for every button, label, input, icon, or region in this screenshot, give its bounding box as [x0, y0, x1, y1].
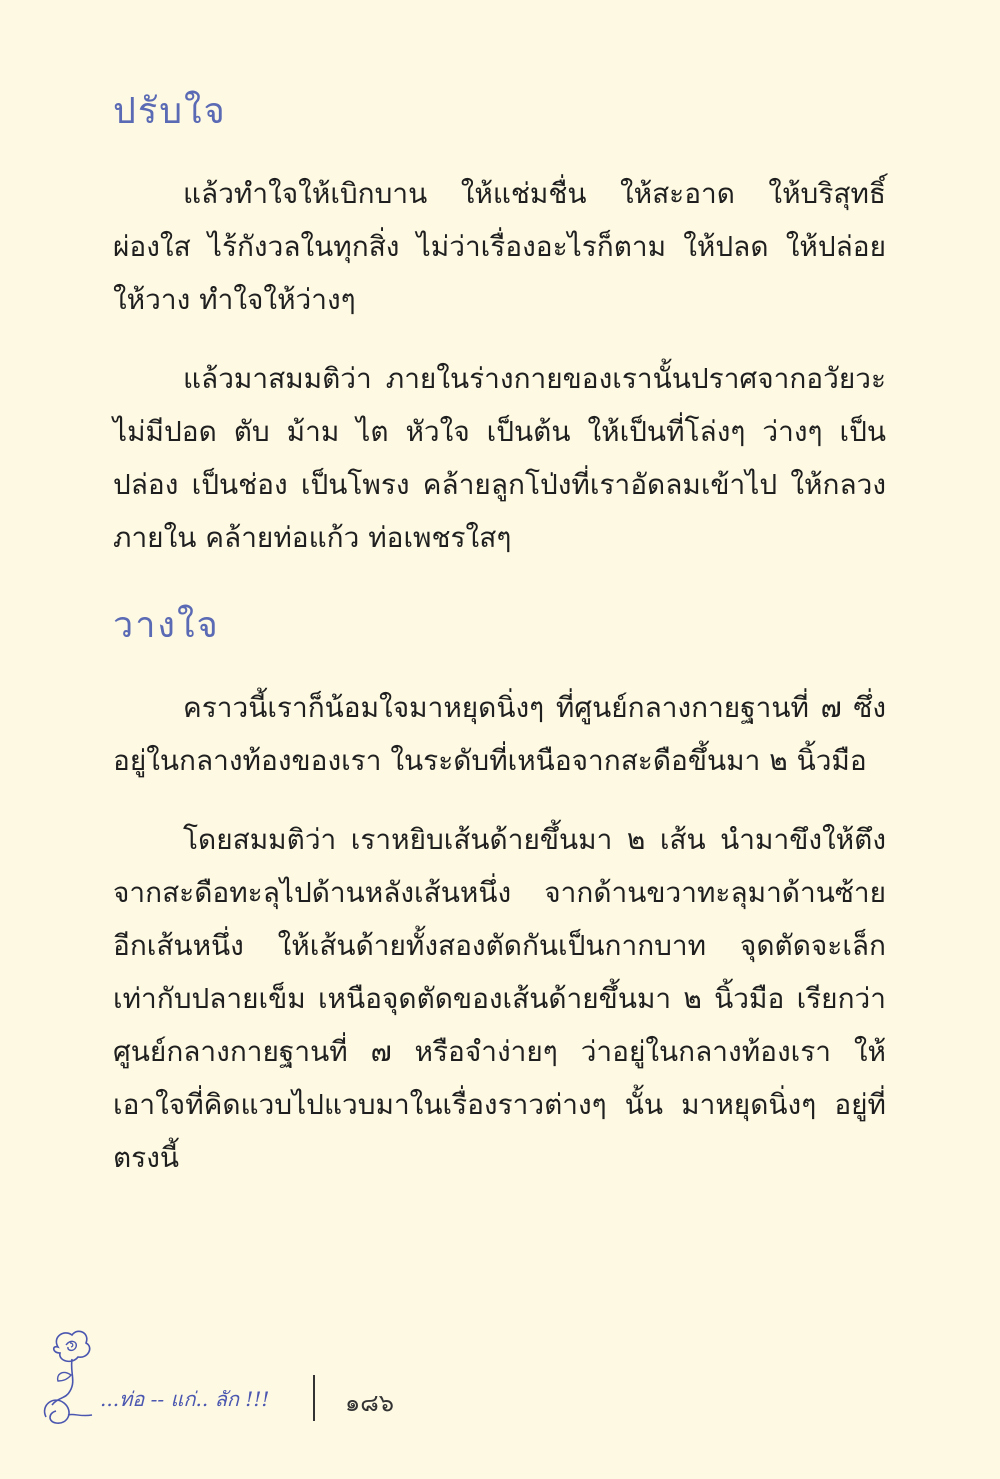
paragraph: แล้วมาสมมติว่า ภายในร่างกายของเรานั้นปราศจากอวัยวะ ไม่มีปอด ตับ ม้าม ไต หัวใจ เป็นต้น ให้เป็นที่โล่งๆ ว่างๆ เป็นปล่อง เป็นช่อง เป็นโพรง คล้ายลูกโป่งที่เราอัดลมเข้าไป ให้กลวงภายใน คล้ายท่อแก้ว ท่อเพชรใสๆ [113, 362, 886, 555]
rose-signature-icon [40, 1325, 290, 1435]
page-footer [40, 1325, 440, 1435]
paragraph: โดยสมมติว่า เราหยิบเส้นด้ายขึ้นมา ๒ เส้น นำมาขึงให้ตึงจากสะดือทะลุไปด้านหลังเส้นหนึ่ง จากด้านขวาทะลุมาด้านซ้ายอีกเส้นหนึ่ง ให้เส้นด้ายทั้งสองตัดกันเป็นกากบาท จุดตัดจะเล็กเท่ากับปลายเข็ม เหนือจุดตัดของเส้นด้ายขึ้นมา ๒ นิ้วมือ เรียกว่าศูนย์กลางกายฐานที่ ๗ หรือจำง่ายๆ ว่าอยู่ในกลางท้องเรา ให้เอาใจที่คิดแวบไปแวบมาในเรื่องราวต่างๆ นั้น มาหยุดนิ่งๆ อยู่ที่ตรงนี้ [113, 823, 886, 1175]
signature-text: ...ท่อ -- แก่.. ลัก !!! [100, 1387, 270, 1411]
section-heading-place-mind: วางใจ [113, 605, 220, 647]
paragraph: คราวนี้เราก็น้อมใจมาหยุดนิ่งๆ ที่ศูนย์กลางกายฐานที่ ๗ ซึ่งอยู่ในกลางท้องของเรา ในระดับที่เหนือจากสะดือขึ้นมา ๒ นิ้วมือ [113, 691, 886, 778]
page-content [113, 90, 886, 1210]
section-heading-adjust-mind: ปรับใจ [113, 91, 227, 132]
footer-divider [313, 1375, 315, 1421]
page-number: ๑๘๖ [345, 1389, 394, 1417]
paragraph: แล้วทำใจให้เบิกบาน ให้แช่มชื่น ให้สะอาด ให้บริสุทธิ์ ผ่องใส ไร้กังวลในทุกสิ่ง ไม่ว่าเรื่องอะไรก็ตาม ให้ปลด ให้ปล่อย ให้วาง ทำใจให้ว่างๆ [113, 177, 886, 317]
